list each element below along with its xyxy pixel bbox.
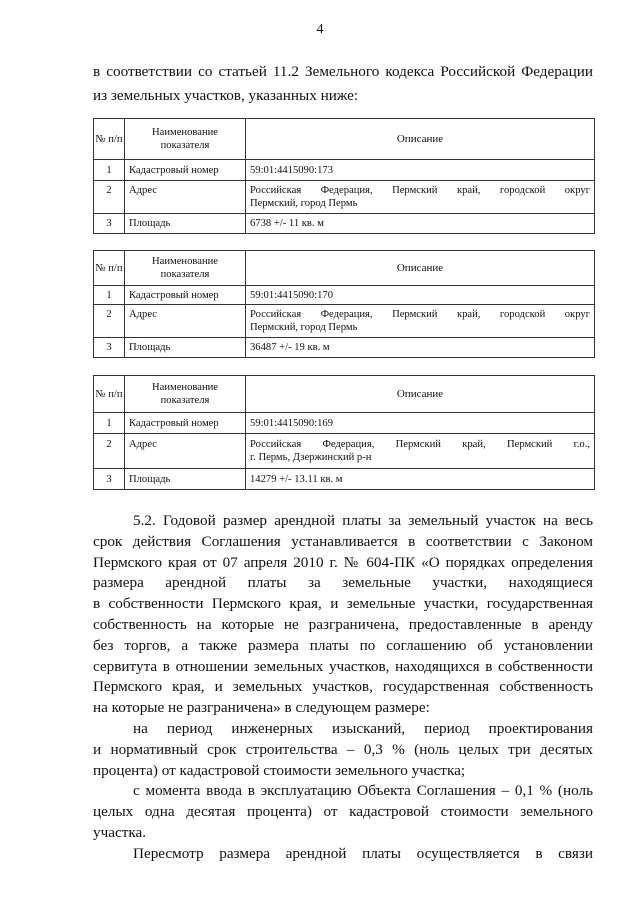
row-name: Адрес [125, 434, 246, 469]
parcel-table-1 [93, 118, 595, 234]
header-num: № п/п [94, 376, 125, 413]
body-line: срок действия Соглашения устанавливается в соответствии с Законом [93, 532, 593, 550]
table-header-row [94, 251, 595, 286]
table-row [94, 434, 595, 469]
body-line: Пересмотр размера арендной платы осуществляется в связи [133, 844, 593, 862]
header-num: № п/п [94, 251, 125, 286]
table-row [94, 305, 595, 338]
row-desc: 14279 +/- 13.11 кв. м [246, 469, 595, 490]
body-line: и нормативный срок строительства – 0,3 % (ноль целых три десятых [93, 740, 593, 758]
row-desc: 59:01:4415090:169 [246, 413, 595, 434]
row-name: Кадастровый номер [125, 286, 246, 305]
table-row [94, 214, 595, 234]
header-desc: Описание [246, 119, 595, 160]
row-desc: 59:01:4415090:170 [246, 286, 595, 305]
row-name: Площадь [125, 338, 246, 358]
table-row [94, 338, 595, 358]
header-name: Наименование показателя [125, 119, 246, 160]
table-header-row [94, 119, 595, 160]
header-desc: Описание [246, 376, 595, 413]
intro-line: в соответствии со статьей 11.2 Земельного кодекса Российской Федерации [93, 63, 593, 80]
table-header-row [94, 376, 595, 413]
body-line: на период инженерных изысканий, период проектирования [133, 719, 593, 737]
table-row [94, 469, 595, 490]
row-desc: 59:01:4415090:173 [246, 160, 595, 181]
body-line: 5.2. Годовой размер арендной платы за земельный участок на весь [133, 512, 593, 529]
row-name: Кадастровый номер [125, 413, 246, 434]
body-line: с момента ввода в эксплуатацию Объекта Соглашения – 0,1 % (ноль [133, 782, 593, 800]
table-row [94, 286, 595, 305]
table-row [94, 413, 595, 434]
intro-paragraph [93, 60, 593, 108]
page-number: 4 [316, 22, 324, 37]
row-num: 1 [94, 413, 125, 434]
table-row [94, 160, 595, 181]
body-paragraphs [93, 511, 593, 865]
row-num: 2 [94, 181, 125, 214]
header-num: № п/п [94, 119, 125, 160]
body-line: размера арендной платы за земельные участки, находящиеся [93, 574, 593, 592]
row-desc [246, 181, 595, 214]
address-line: Российская Федерация, Пермский край, Пермский г.о., [250, 439, 590, 450]
address-line: Пермский, город Пермь [250, 198, 358, 209]
body-line: без торгов, а также размера платы по соглашению об установлении [93, 636, 593, 654]
row-desc: 36487 +/- 19 кв. м [246, 338, 595, 358]
row-desc [246, 305, 595, 338]
row-num: 1 [94, 160, 125, 181]
row-num: 1 [94, 286, 125, 305]
row-name: Кадастровый номер [125, 160, 246, 181]
row-name: Адрес [125, 305, 246, 338]
header-name: Наименование показателя [125, 251, 246, 286]
intro-line: из земельных участков, указанных ниже: [93, 87, 359, 104]
row-num: 3 [94, 469, 125, 490]
row-num: 2 [94, 434, 125, 469]
body-line: процента) от кадастровой стоимости земельного участка; [93, 761, 466, 779]
row-num: 3 [94, 214, 125, 234]
row-name: Площадь [125, 214, 246, 234]
parcel-table-3 [93, 375, 595, 490]
parcel-table-2 [93, 250, 595, 358]
row-num: 3 [94, 338, 125, 358]
body-line: участка. [93, 823, 147, 841]
row-desc: 6738 +/- 11 кв. м [246, 214, 595, 234]
header-name: Наименование показателя [125, 376, 246, 413]
header-desc: Описание [246, 251, 595, 286]
body-line: сервитута в отношении земельных участков, находящихся в собственности [93, 657, 593, 675]
body-line: в собственности Пермского края, и земельные участки, государственная [93, 595, 593, 613]
address-line: г. Пермь, Дзержинский р-н [250, 452, 372, 463]
row-name: Адрес [125, 181, 246, 214]
address-line: Пермский, город Пермь [250, 322, 358, 333]
body-line: собственность на которые не разграничена, предоставленные в аренду [93, 615, 593, 633]
body-line: Пермского края от 07 апреля 2010 г. № 604-ПК «О порядках определения [93, 553, 593, 571]
row-name: Площадь [125, 469, 246, 490]
row-desc [246, 434, 595, 469]
body-line: целых одна десятая процента) от кадастровой стоимости земельного [93, 803, 593, 821]
row-num: 2 [94, 305, 125, 338]
table-row [94, 181, 595, 214]
address-line: Российская Федерация, Пермский край, городской округ [250, 309, 590, 320]
address-line: Российская Федерация, Пермский край, городской округ [250, 185, 590, 196]
body-line: Пермского края, и земельных участков, государственная собственность [93, 678, 593, 696]
body-line: на которые не разграничена» в следующем размере: [93, 699, 430, 717]
